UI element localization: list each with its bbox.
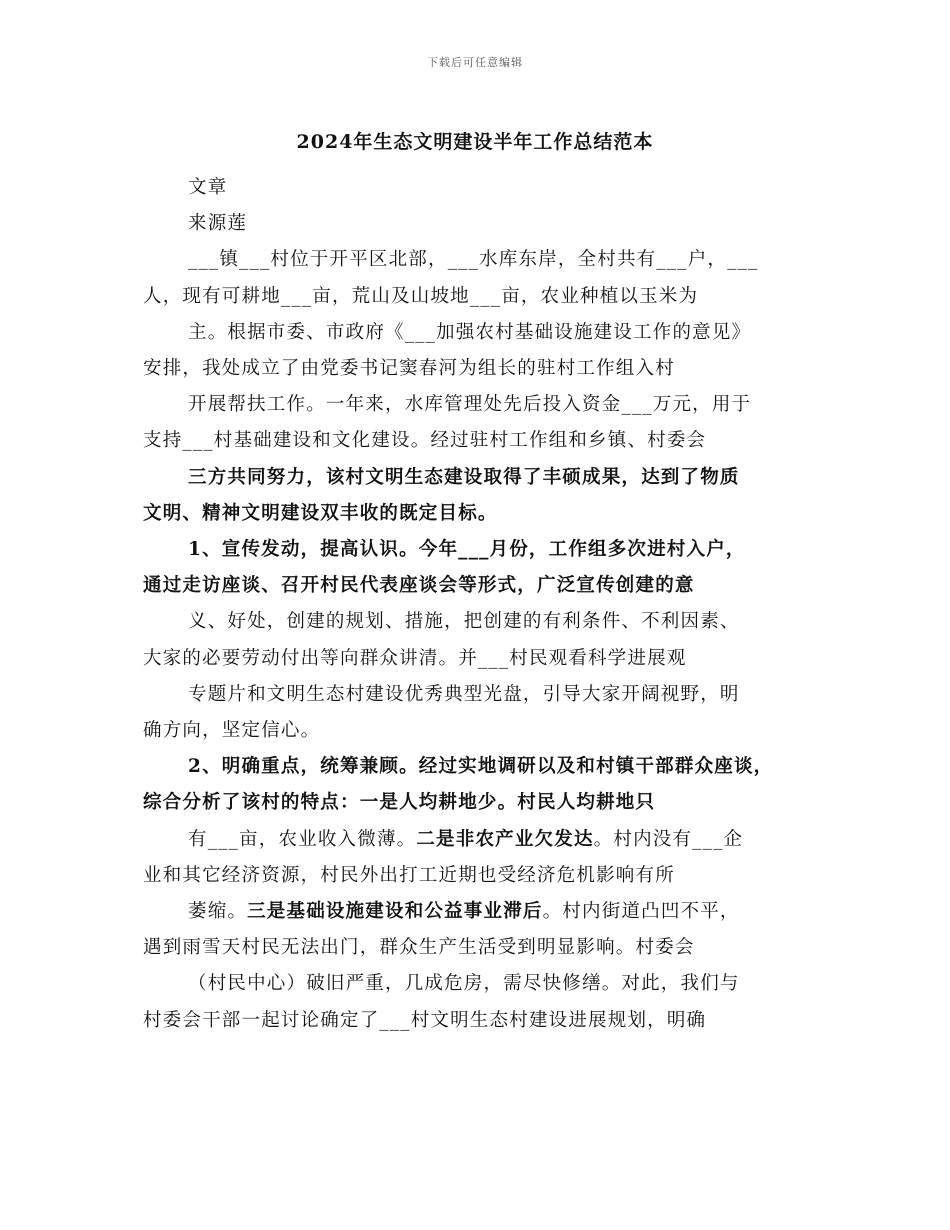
body-line: 义、好处，创建的规划、措施，把创建的有利条件、不利因素、 [188, 611, 740, 633]
body-line: 综合分析了该村的特点：一是人均耕地少。村民人均耕地只 [143, 792, 656, 814]
body-line: 主。根据市委、市政府《___加强农村基础设施建设工作的意见》 [188, 321, 752, 343]
body-line: 三方共同努力，该村文明生态建设取得了丰硕成果，达到了物质 [188, 466, 740, 488]
body-line: 确方向，坚定信心。 [143, 720, 321, 741]
header-note: 下载后可任意编辑 [427, 56, 523, 69]
inline-bold-phrase: 三是基础设施建设和公益事业滞后 [247, 901, 543, 922]
section-heading-line: 2、明确重点，统筹兼顾。经过实地调研以及和村镇干部群众座谈， [188, 756, 774, 778]
body-line: ___镇___村位于开平区北部，___水库东岸，全村共有___户，___ [188, 249, 759, 271]
body-line: 业和其它经济资源，村民外出打工近期也受经济危机影响有所 [143, 864, 675, 886]
body-line: 开展帮扶工作。一年来，水库管理处先后投入资金___万元，用于 [188, 394, 752, 416]
body-line: 安排，我处成立了由党委书记窦春河为组长的驻村工作组入村 [143, 358, 675, 379]
body-line: 人，现有可耕地___亩，荒山及山坡地___亩，农业种植以玉米为 [143, 285, 699, 307]
body-line: 文章 [188, 177, 228, 198]
body-line: 专题片和文明生态村建设优秀典型光盘，引导大家开阔视野，明 [188, 683, 740, 705]
body-line: 大家的必要劳动付出等向群众讲清。并___村民观看科学进展观 [143, 647, 687, 669]
body-line: 村委会干部一起讨论确定了___村文明生态村建设进展规划，明确 [143, 1009, 707, 1031]
document-title: 2024年生态文明建设半年工作总结范本 [296, 131, 654, 153]
body-line: 有___亩，农业收入微薄。二是非农产业欠发达。村内没有___企 [188, 828, 744, 850]
body-line: 支持___村基础建设和文化建设。经过驻村工作组和乡镇、村委会 [143, 430, 707, 452]
body-line: 通过走访座谈、召开村民代表座谈会等形式，广泛宣传创建的意 [143, 575, 695, 597]
body-line: 来源莲 [188, 213, 248, 235]
body-line: 萎缩。三是基础设施建设和公益事业滞后。村内街道凸凹不平， [188, 901, 740, 922]
inline-bold-phrase: 二是非农产业欠发达 [416, 828, 594, 850]
body-line: 文明、精神文明建设双丰收的既定目标。 [143, 502, 498, 524]
body-line: （村民中心）破旧严重，几成危房，需尽快修缮。对此，我们与 [188, 973, 740, 995]
section-heading-line: 1、宣传发动，提高认识。今年___月份，工作组多次进村入户， [188, 539, 746, 560]
body-line: 遇到雨雪天村民无法出门，群众生产生活受到明显影响。村委会 [143, 937, 695, 959]
